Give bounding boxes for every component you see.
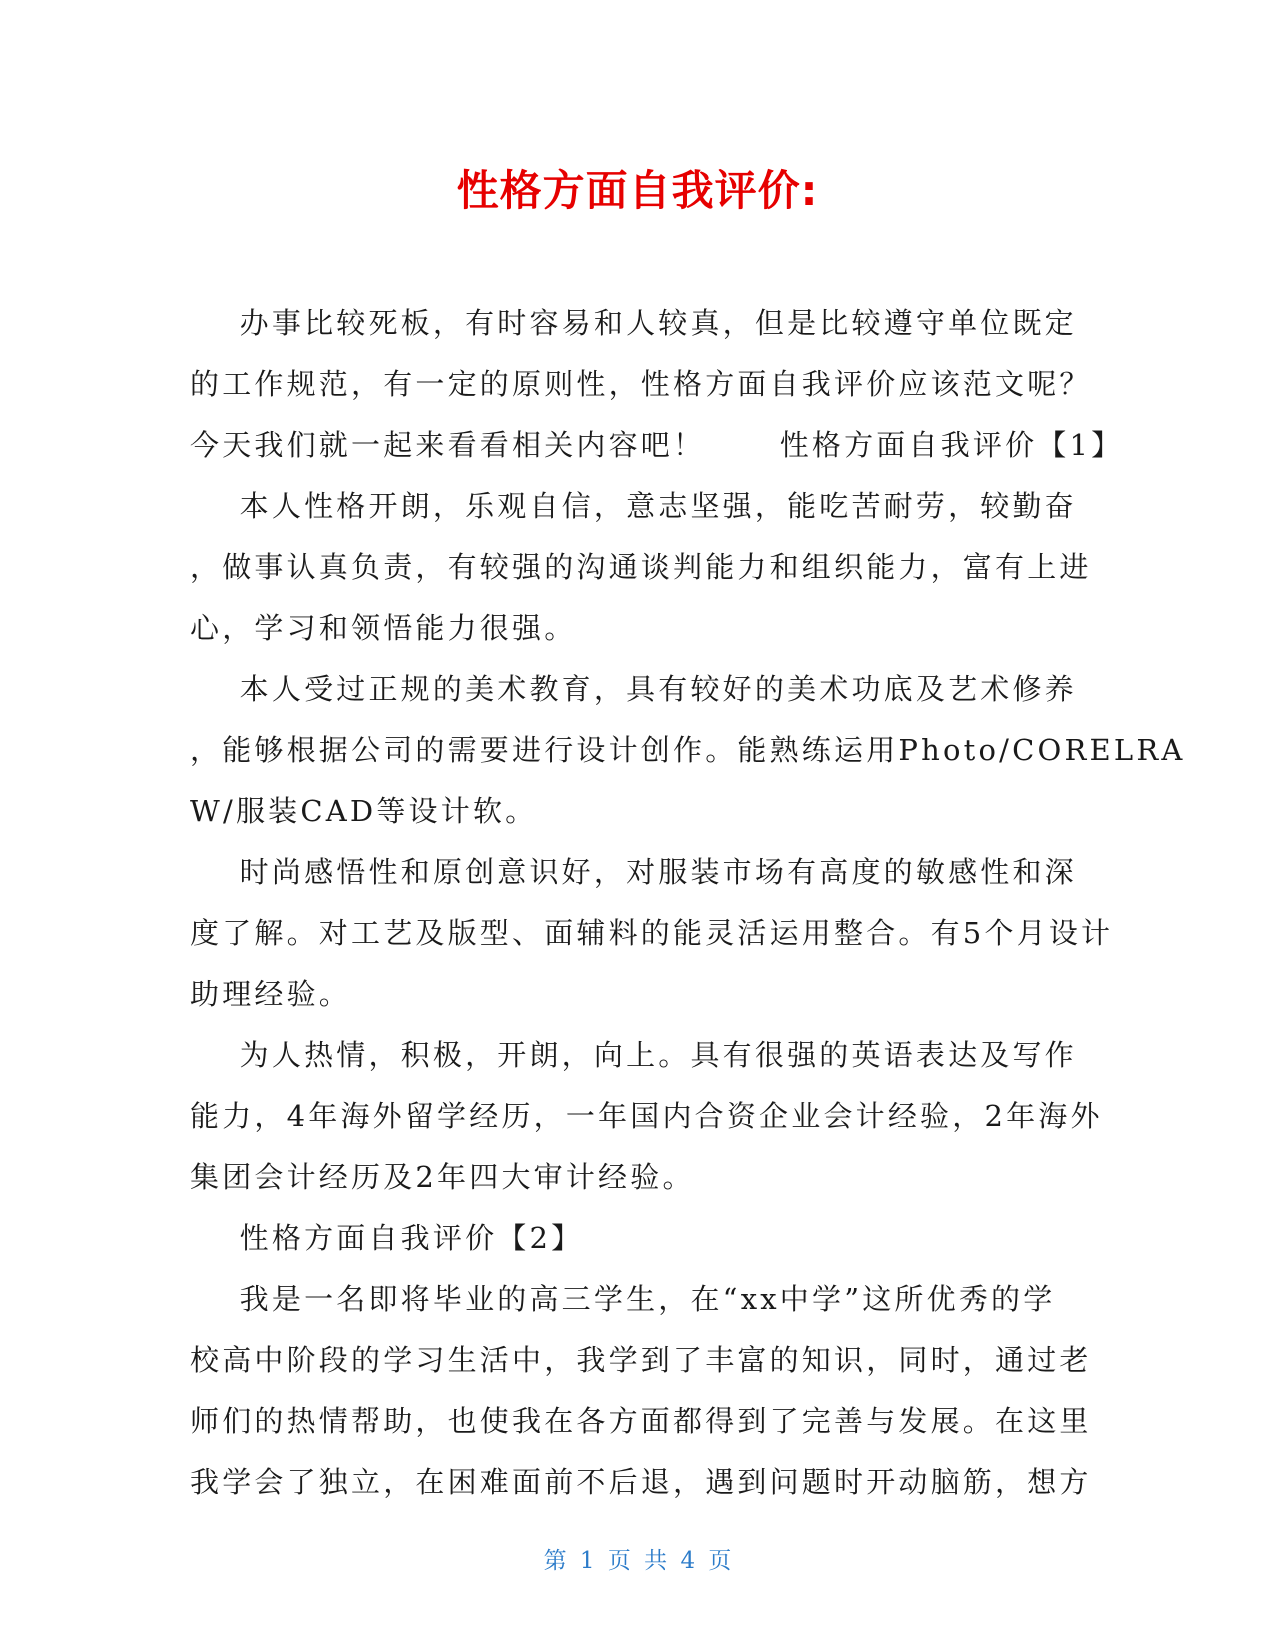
text-line: 的工作规范，有一定的原则性，性格方面自我评价应该范文呢？ [190, 367, 1092, 401]
text-line: 为人热情，积极，开朗，向上。具有很强的英语表达及写作 [190, 1038, 1077, 1072]
text-line: 我学会了独立，在困难面前不后退，遇到问题时开动脑筋，想方 [190, 1465, 1092, 1499]
text-line: 校高中阶段的学习生活中，我学到了丰富的知识，同时，通过老 [190, 1343, 1092, 1377]
text-line: 今天我们就一起来看看相关内容吧！ 性格方面自我评价【1】 [190, 428, 1124, 462]
page-number-footer: 第 1 页 共 4 页 [543, 1548, 732, 1574]
text-line: 办事比较死板，有时容易和人较真，但是比较遵守单位既定 [190, 306, 1077, 340]
text-line: 本人受过正规的美术教育，具有较好的美术功底及艺术修养 [190, 672, 1077, 706]
text-line: 集团会计经历及2年四大审计经验。 [190, 1160, 695, 1194]
text-line: 师们的热情帮助，也使我在各方面都得到了完善与发展。在这里 [190, 1404, 1092, 1438]
text-line: 时尚感悟性和原创意识好，对服装市场有高度的敏感性和深 [190, 855, 1077, 889]
text-line: W/服装CAD等设计软。 [190, 794, 538, 828]
document-title: 性格方面自我评价: [456, 166, 819, 215]
text-line: 性格方面自我评价【2】 [190, 1221, 584, 1255]
document-body [190, 293, 1186, 1513]
text-line: ，能够根据公司的需要进行设计创作。能熟练运用Photo/CORELRA [190, 733, 1186, 767]
text-line: 心，学习和领悟能力很强。 [190, 611, 577, 645]
text-line: 本人性格开朗，乐观自信，意志坚强，能吃苦耐劳，较勤奋 [190, 489, 1077, 523]
text-line: 我是一名即将毕业的高三学生，在“xx中学”这所优秀的学 [190, 1282, 1056, 1316]
text-line: 能力，4年海外留学经历，一年国内合资企业会计经验，2年海外 [190, 1099, 1103, 1133]
text-line: ，做事认真负责，有较强的沟通谈判能力和组织能力，富有上进 [190, 550, 1092, 584]
text-line: 助理经验。 [190, 977, 352, 1011]
text-line: 度了解。对工艺及版型、面辅料的能灵活运用整合。有5个月设计 [190, 916, 1114, 950]
